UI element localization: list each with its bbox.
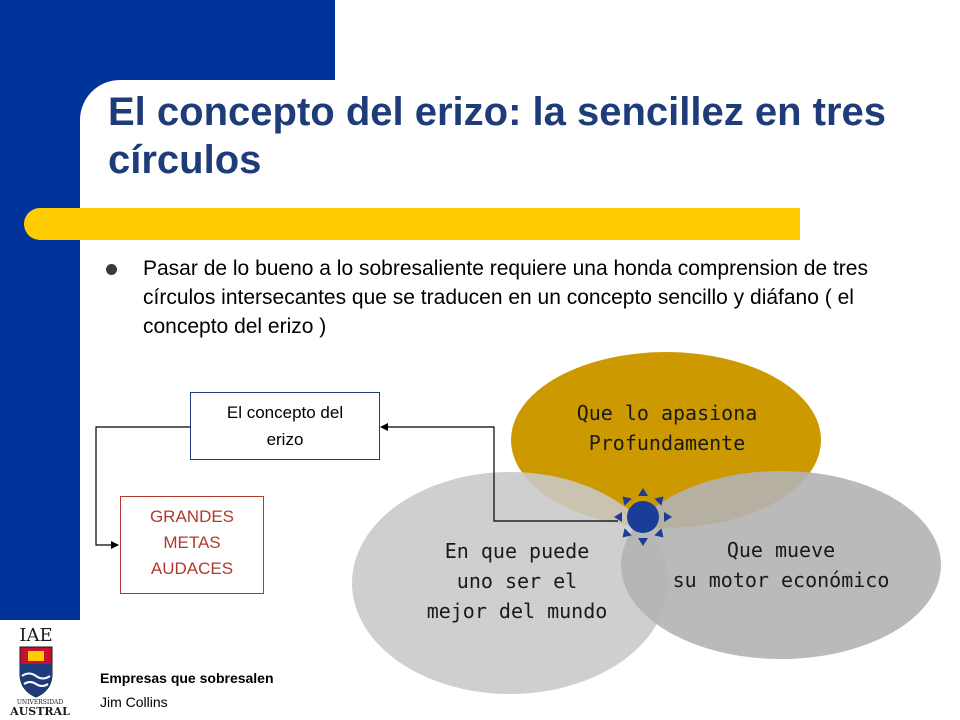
footer-book-title: Empresas que sobresalen bbox=[100, 670, 274, 686]
slide-title: El concepto del erizo: la sencillez en tres círculos bbox=[108, 90, 887, 182]
accent-bar bbox=[24, 208, 800, 240]
svg-text:AUSTRAL: AUSTRAL bbox=[10, 705, 70, 718]
circle-passion-label: Que lo apasiona Profundamente bbox=[576, 401, 758, 455]
footer-author: Jim Collins bbox=[100, 694, 168, 710]
big-goals-label: GRANDES METAS AUDACES bbox=[149, 507, 235, 578]
circle-economic-label: Que mueve su motor económico bbox=[672, 538, 890, 592]
iae-logo bbox=[9, 625, 70, 718]
bullet-dot-icon bbox=[106, 264, 117, 275]
svg-text:UNIVERSIDAD: UNIVERSIDAD bbox=[16, 699, 64, 706]
bullet-text: Pasar de lo bueno a lo sobresaliente requiere una honda comprension de tres círculos intersecantes que se traducen en un concepto sencillo y diáfano ( el concepto del erizo ) bbox=[143, 257, 868, 338]
svg-text:IAE: IAE bbox=[19, 625, 53, 646]
big-goals-box bbox=[120, 496, 264, 594]
hedgehog-concept-label: El concepto del erizo bbox=[226, 403, 344, 449]
hedgehog-concept-box bbox=[190, 392, 380, 460]
circle-best-label: En que puede uno ser el mejor del mundo bbox=[426, 539, 608, 623]
